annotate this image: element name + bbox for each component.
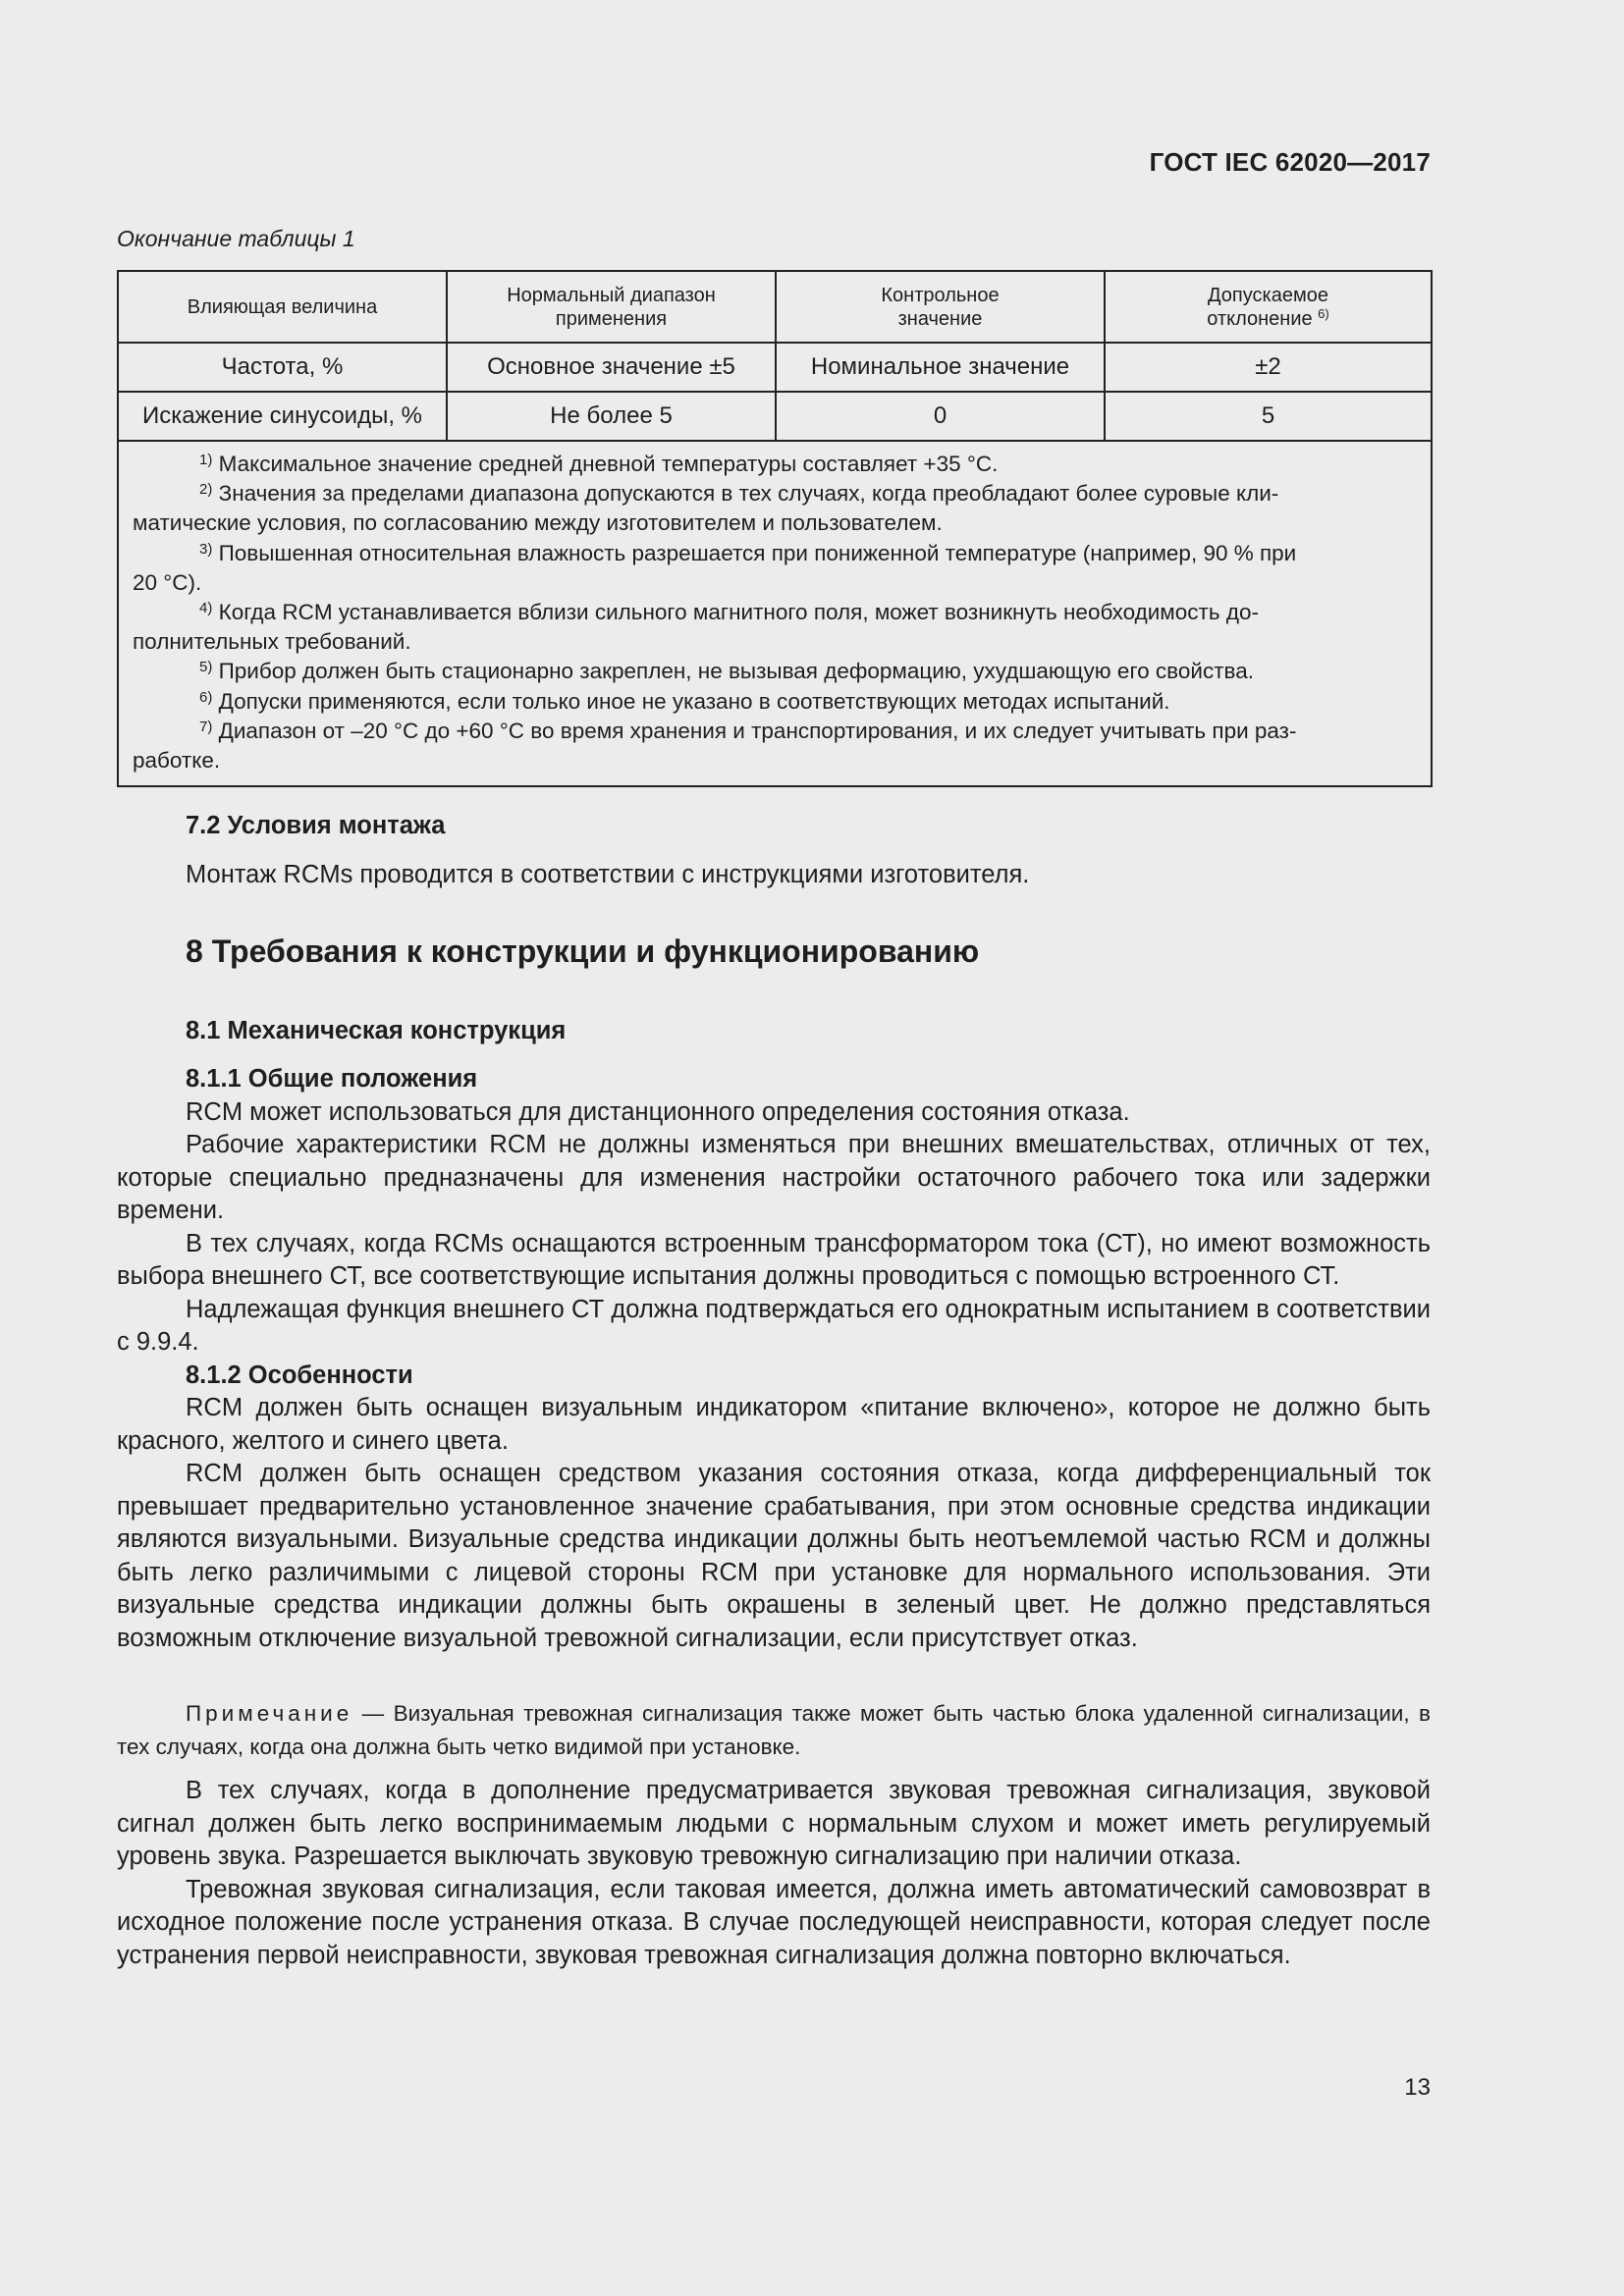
table-footnotes	[118, 441, 1432, 786]
note-paragraph	[117, 1697, 1431, 1764]
footnote-4-cont: полнительных требований.	[133, 629, 411, 655]
paragraph: RCM должен быть оснащен средством указания состояния отказа, когда дифференциальный ток превышает предварительно установленное значение срабатывания, при этом основные средства индикации являются визуальными. Визуальные средства индикации должны быть неотъемлемой частью RCM и должны быть легко различимыми с лицевой стороны RCM при установке для нормального использования. Эти визуальные средства индикации должны быть окрашены в зеленый цвет. Не должно представляться возможным отключение визуальной тревожной сигнализации, если присутствует отказ.	[117, 1460, 1431, 1652]
section-8-1-1-heading: 8.1.1 Общие положения	[186, 1065, 478, 1093]
table-header-row	[118, 271, 1432, 343]
header-cell-influence: Влияющая величина	[118, 271, 447, 343]
table-cell: Номинальное значение	[776, 343, 1105, 392]
table-1	[117, 270, 1433, 787]
footnote-7-cont: работке.	[133, 748, 221, 774]
table-caption: Окончание таблицы 1	[117, 226, 355, 251]
paragraph: В тех случаях, когда в дополнение предусматривается звуковая тревожная сигнализация, звуковой сигнал должен быть легко воспринимаемым людьми с нормальным слухом и может иметь регулируемый уровень звука. Разрешается выключать звуковую тревожную сигнализацию при наличии отказа.	[117, 1777, 1431, 1870]
table-row	[118, 392, 1432, 441]
paragraph: Тревожная звуковая сигнализация, если таковая имеется, должна иметь автоматический самовозврат в исходное положение после устранения отказа. В случае последующей неисправности, которая следует после устранения первой неисправности, звуковая тревожная сигнализация должна повторно включаться.	[117, 1875, 1431, 1969]
section-8-1-2-continued	[117, 1775, 1431, 1972]
table-cell: ±2	[1105, 343, 1432, 392]
table-cell: Основное значение ±5	[447, 343, 776, 392]
note-text: — Визуальная тревожная сигнализация также может быть частью блока удаленной сигнализации, в тех случаях, когда она должна быть четко видимой при установке.	[117, 1701, 1431, 1759]
footnote-7: $^{7)}$ Диапазон от –20 °С до +60 °С во время хранения и транспортирования, и их следует учитывать при раз-	[199, 718, 1297, 743]
footnote-3: $^{3)}$ Повышенная относительная влажность разрешается при пониженной температуре (например, 90 % при	[199, 540, 1297, 565]
paragraph: В тех случаях, когда RCMs оснащаются встроенным трансформатором тока (СТ), но имеют возможность выбора внешнего СТ, все соответствующие испытания должны проводиться с помощью встроенного СТ.	[117, 1229, 1431, 1290]
section-7-2-text: Монтаж RCMs проводится в соответствии с инструкциями изготовителя.	[186, 861, 1030, 888]
footnote-6: $^{6)}$ Допуски применяются, если только иное не указано в соответствующих методах испытаний.	[199, 688, 1170, 714]
footnote-2: $^{2)}$ Значения за пределами диапазона допускаются в тех случаях, когда преобладают более суровые кли-	[199, 481, 1279, 507]
paragraph: RCM должен быть оснащен визуальным индикатором «питание включено», которое не должно быть красного, желтого и синего цвета.	[117, 1394, 1431, 1455]
table-cell: Частота, %	[118, 343, 447, 392]
page-number: 13	[1404, 2074, 1431, 2101]
footnote-3-cont: 20 °С).	[133, 569, 202, 595]
table-cell: Не более 5	[447, 392, 776, 441]
footnote-4: $^{4)}$ Когда RCM устанавливается вблизи сильного магнитного поля, может возникнуть необходимость до-	[199, 600, 1259, 625]
header-cell-range: Нормальный диапазон применения	[447, 271, 776, 343]
table-cell: 0	[776, 392, 1105, 441]
table-cell: 5	[1105, 392, 1432, 441]
footnote-5: $^{5)}$ Прибор должен быть стационарно закреплен, не вызывая деформацию, ухудшающую его свойства.	[199, 659, 1254, 684]
header-cell-tolerance: Допускаемое отклонение $^{6)}$	[1105, 271, 1432, 343]
header-cell-reference: Контрольное значение	[776, 271, 1105, 343]
note-label: Примечание	[186, 1701, 353, 1726]
table-row	[118, 343, 1432, 392]
section-8-1-1	[117, 1063, 1431, 1655]
paragraph: Рабочие характеристики RCM не должны изменяться при внешних вмешательствах, отличных от тех, которые специально предназначены для изменения настройки остаточного рабочего тока или задержки времени.	[117, 1131, 1431, 1224]
table-notes-row	[118, 441, 1432, 786]
section-8-heading: 8 Требования к конструкции и функционированию	[186, 934, 980, 969]
section-8-1-2-heading: 8.1.2 Особенности	[186, 1361, 413, 1389]
paragraph: RCM может использоваться для дистанционного определения состояния отказа.	[186, 1097, 1130, 1126]
footnote-ref: 6)	[1318, 305, 1329, 321]
document-standard-id: ГОСТ IEC 62020—2017	[1149, 147, 1431, 177]
section-8-1-heading: 8.1 Механическая конструкция	[186, 1017, 567, 1044]
paragraph: Надлежащая функция внешнего СТ должна подтверждаться его однократным испытанием в соответствии с 9.9.4.	[117, 1295, 1431, 1356]
table-cell: Искажение синусоиды, %	[118, 392, 447, 441]
footnote-1: $^{1)}$ Максимальное значение средней дневной температуры составляет +35 °С.	[199, 452, 999, 476]
section-7-2-heading: 7.2 Условия монтажа	[186, 812, 446, 839]
footnote-2-cont: матические условия, по согласованию между изготовителем и пользователем.	[133, 510, 943, 536]
